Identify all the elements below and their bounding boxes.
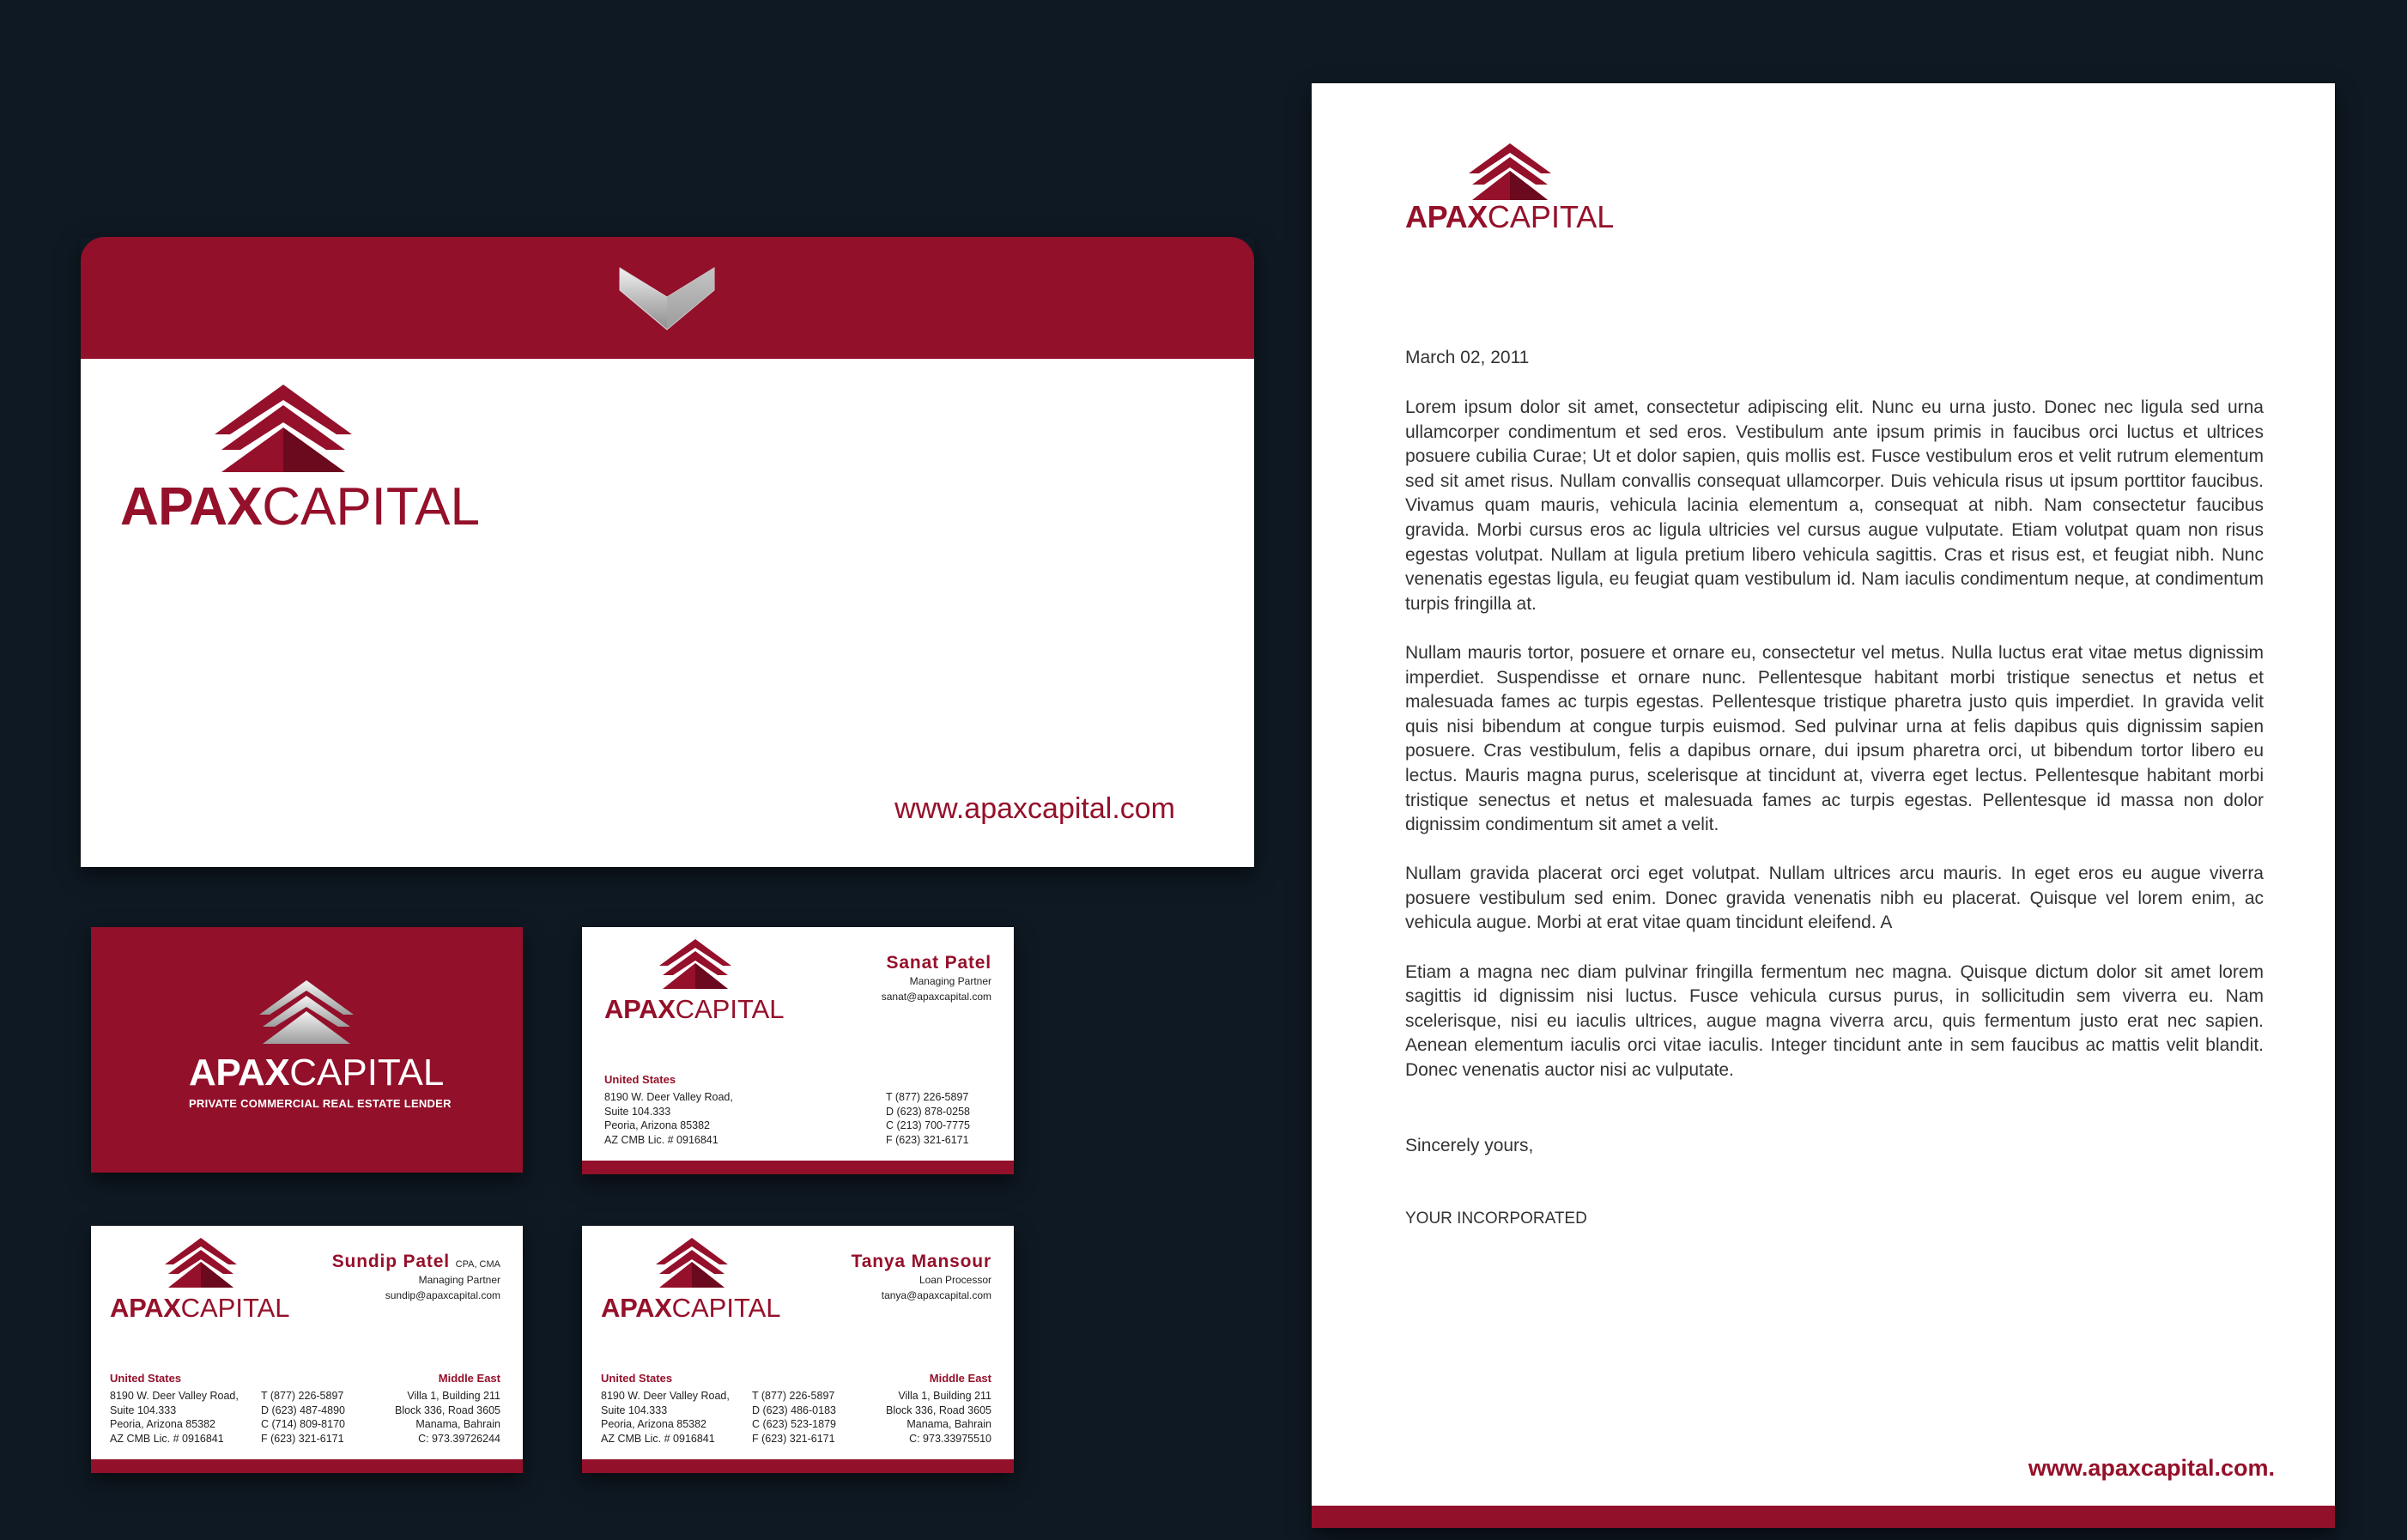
chevron-roof-icon [259,980,354,1049]
card-email[interactable]: sundip@apaxcapital.com [385,1289,500,1301]
letter-paragraph: Nullam gravida placerat orci eget volutpat. Nullam ultrices arcu mauris. In eget eros eu augue viverra posuere vestibulum sed enim. Donec gravida venenatis nibh eu placerat. Quisque vel lorem enim, ac vehicula augue. Morbi at erat vitae quam tincidunt eleifend. A [1405,864,2264,933]
letter-url[interactable]: www.apaxcapital.com. [2028,1455,2275,1481]
card-address: 8190 W. Deer Valley Road, Suite 104.333 Peoria, Arizona 85382 AZ CMB Lic. # 0916841 [601,1390,730,1445]
chevron-seal-icon [81,237,1254,361]
letter-body [1405,396,2264,1107]
letter-date: March 02, 2011 [1405,348,1530,367]
letterhead [1312,83,2335,1528]
card-footer-bar [582,1459,1014,1473]
business-card-front [91,927,523,1173]
letter-paragraph: Lorem ipsum dolor sit amet, consectetur adipiscing elit. Nunc eu urna justo. Donec nec ligula sed urna ullamcorper condimentum et sed eros. Vestibulum ante ipsum primis in faucibus orci luctus et ultrices posuere cubilia Curae; Ut et dolor sapien, quis mollis est. Fusce vestibulum eros et velit rutrum elementum sed sit amet risus. Nullam convallis consequat ullamcorper. Duis vehicula risus ut ipsum porttitor faucibus. Vivamus quam mauris, vehicula lacinia elementum a, consequat at nibh. Nam consectetur faucibus gravida. Morbi cursus eros ac ligula ultricies vel cursus augue vulputate. Etiam volutpat quam non risus egestas volutpat. Nullam at ligula pretium libero vehicula sagittis. Cras et risus est, et feugiat nibh. Nunc venenatis egestas ligula, eu feugiat quam vestibulum id. Nam iaculis condimentum neque, at condimentum turpis fringilla at. [1405,397,2264,614]
logo-wordmark: APAXCAPITAL [189,1052,445,1094]
card-person-name: Sundip Patel CPA, CMA [331,1252,500,1271]
apax-capital-logo [601,1238,798,1332]
apax-capital-logo [604,939,802,1034]
card-email[interactable]: sanat@apaxcapital.com [881,991,991,1003]
apax-capital-logo [110,1238,307,1332]
business-card-sundip [91,1226,523,1473]
logo-wordmark: APAXCAPITAL [120,477,480,537]
card-footer-bar [582,1161,1014,1174]
card-address: 8190 W. Deer Valley Road, Suite 104.333 Peoria, Arizona 85382 AZ CMB Lic. # 0916841 [110,1390,239,1445]
chevron-roof-icon [1469,143,1551,203]
card-phones: T (877) 226-5897 D (623) 487-4890 C (714) 809-8170 F (623) 321-6171 [261,1390,345,1445]
letter-closing: Sincerely yours, [1405,1136,1534,1155]
logo-wordmark: APAXCAPITAL [604,994,785,1024]
card-phones: T (877) 226-5897 D (623) 878-0258 C (213) 700-7775 F (623) 321-6171 [886,1091,970,1146]
card-phones: T (877) 226-5897 D (623) 486-0183 C (623) 523-1879 F (623) 321-6171 [752,1390,836,1445]
card-person-name: Sanat Patel [886,953,991,973]
envelope-body [81,359,1254,867]
envelope [81,237,1254,867]
business-card-tanya [582,1226,1014,1473]
card-person-title: Loan Processor [919,1274,991,1286]
apax-capital-logo [189,1054,446,1097]
chevron-roof-icon [165,1238,237,1293]
card-address: 8190 W. Deer Valley Road, Suite 104.333 Peoria, Arizona 85382 AZ CMB Lic. # 0916841 [604,1091,733,1146]
logo-wordmark: APAXCAPITAL [601,1293,781,1323]
letter-company: YOUR INCORPORATED [1405,1210,1587,1228]
card-footer-bar [91,1459,523,1473]
chevron-roof-icon [656,1238,728,1293]
apax-capital-logo [1405,143,1646,238]
card-email[interactable]: tanya@apaxcapital.com [881,1289,991,1301]
card-region-label: United States [604,1073,676,1086]
logo-wordmark: APAXCAPITAL [110,1293,290,1323]
letter-paragraph: Etiam a magna nec diam pulvinar fringilla fermentum nec magna. Quisque dictum dolor sit amet lorem sagittis id dignissim nisi luctus. Fusce vehicula cursus purus, in sollicitudin sem viverra eu. Nam scelerisque, nisi eu iaculis ultrices, augue magna viverra arcu, quis fermentum justo erat nec sapien. Aenean elementum iaculis orci vitae iaculis. Integer tincidunt ante in sem faucibus ac mattis velit blandit. Donec venenatis auctor nisi ac vulputate. [1405,961,2264,1081]
letter-paragraph: Nullam mauris tortor, posuere et ornare eu, consectetur vel metus. Nulla luctus erat vitae metus dignissim imperdiet. Suspendisse et ornare nunc. Pellentesque habitant morbi tristique senectus et netus et malesuada fames ac turpis egestas. Pellentesque tristique pharetra justo quis imperdiet. In gravida velit quis nisi bibendum at congue turpis euismod. Sed pulvinar urna at felis dapibus quis dignissim sapien posuere. Cras vestibulum, felis a dapibus ornare, dui ipsum pharetra orci, ut bibendum tortor libero eu lectus. Mauris magna purus, scelerisque at tincidunt at, viverra eget lectus. Pellentesque habitant morbi tristique senectus et netus et malesuada fames ac turpis egestas. Pellentesque id massa non dolor dignissim condimentum sit amet a velit. [1405,642,2264,835]
card-region2-label: Middle East [438,1372,500,1385]
letter-footer-bar [1312,1506,2335,1528]
card-person-name: Tanya Mansour [851,1252,991,1271]
card-region-label: United States [110,1372,182,1385]
envelope-url[interactable]: www.apaxcapital.com [894,792,1175,825]
chevron-roof-icon [215,385,352,479]
card-address2: Villa 1, Building 211 Block 336, Road 3605 Manama, Bahrain C: 973.33975510 [885,1390,991,1445]
chevron-roof-icon [659,939,731,994]
logo-wordmark: APAXCAPITAL [1405,199,1615,234]
card-person-credentials: CPA, CMA [455,1259,500,1270]
card-person-title: Managing Partner [909,975,991,987]
card-region-label: United States [601,1372,673,1385]
card-address2: Villa 1, Building 211 Block 336, Road 3605 Manama, Bahrain C: 973.39726244 [394,1390,500,1445]
apax-capital-logo [120,385,480,556]
logo-tagline: PRIVATE COMMERCIAL REAL ESTATE LENDER [189,1097,452,1110]
card-region2-label: Middle East [929,1372,991,1385]
business-card-sanat [582,927,1014,1174]
card-person-title: Managing Partner [418,1274,500,1286]
